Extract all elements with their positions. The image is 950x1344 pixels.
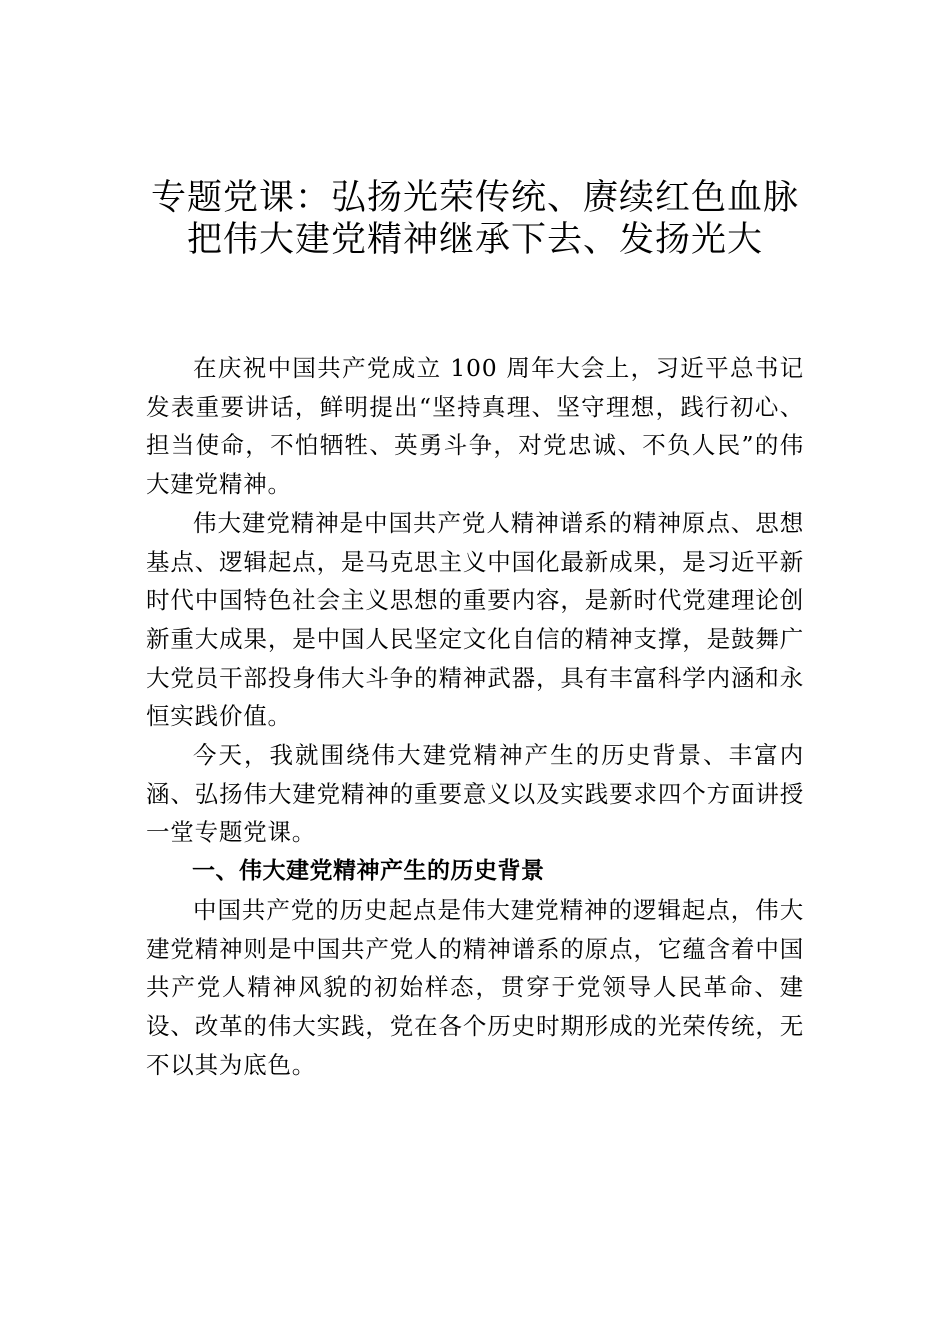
paragraph-outline: 今天，我就围绕伟大建党精神产生的历史背景、丰富内涵、弘扬伟大建党精神的重要意义以及实践要求四个方面讲授一堂专题党课。 — [146, 741, 804, 847]
section-heading-1: 一、伟大建党精神产生的历史背景 — [192, 858, 545, 885]
document-title-line-1: 专题党课：弘扬光荣传统、赓续红色血脉 — [150, 178, 799, 218]
paragraph-significance: 伟大建党精神是中国共产党人精神谱系的精神原点、思想基点、逻辑起点，是马克思主义中国化最新成果，是习近平新时代中国特色社会主义思想的重要内容，是新时代党建理论创新重大成果，是中国人民坚定文化自信的精神支撑，是鼓舞广大党员干部投身伟大斗争的精神武器，具有丰富科学内涵和永恒实践价值。 — [146, 508, 804, 731]
document-body — [146, 349, 804, 1084]
document-title-line-2: 把伟大建党精神继承下去、发扬光大 — [186, 220, 763, 260]
paragraph-intro: 在庆祝中国共产党成立 100 周年大会上，习近平总书记发表重要讲话，鲜明提出“坚持真理、坚守理想，践行初心、担当使命，不怕牺牲、英勇斗争，对党忠诚、不负人民”的伟大建党精神。 — [146, 354, 804, 499]
section-1-paragraph: 中国共产党的历史起点是伟大建党精神的逻辑起点，伟大建党精神则是中国共产党人的精神谱系的原点，它蕴含着中国共产党人精神风貌的初始样态，贯穿于党领导人民革命、建设、改革的伟大实践，党在各个历史时期形成的光荣传统，无不以其为底色。 — [146, 895, 804, 1079]
